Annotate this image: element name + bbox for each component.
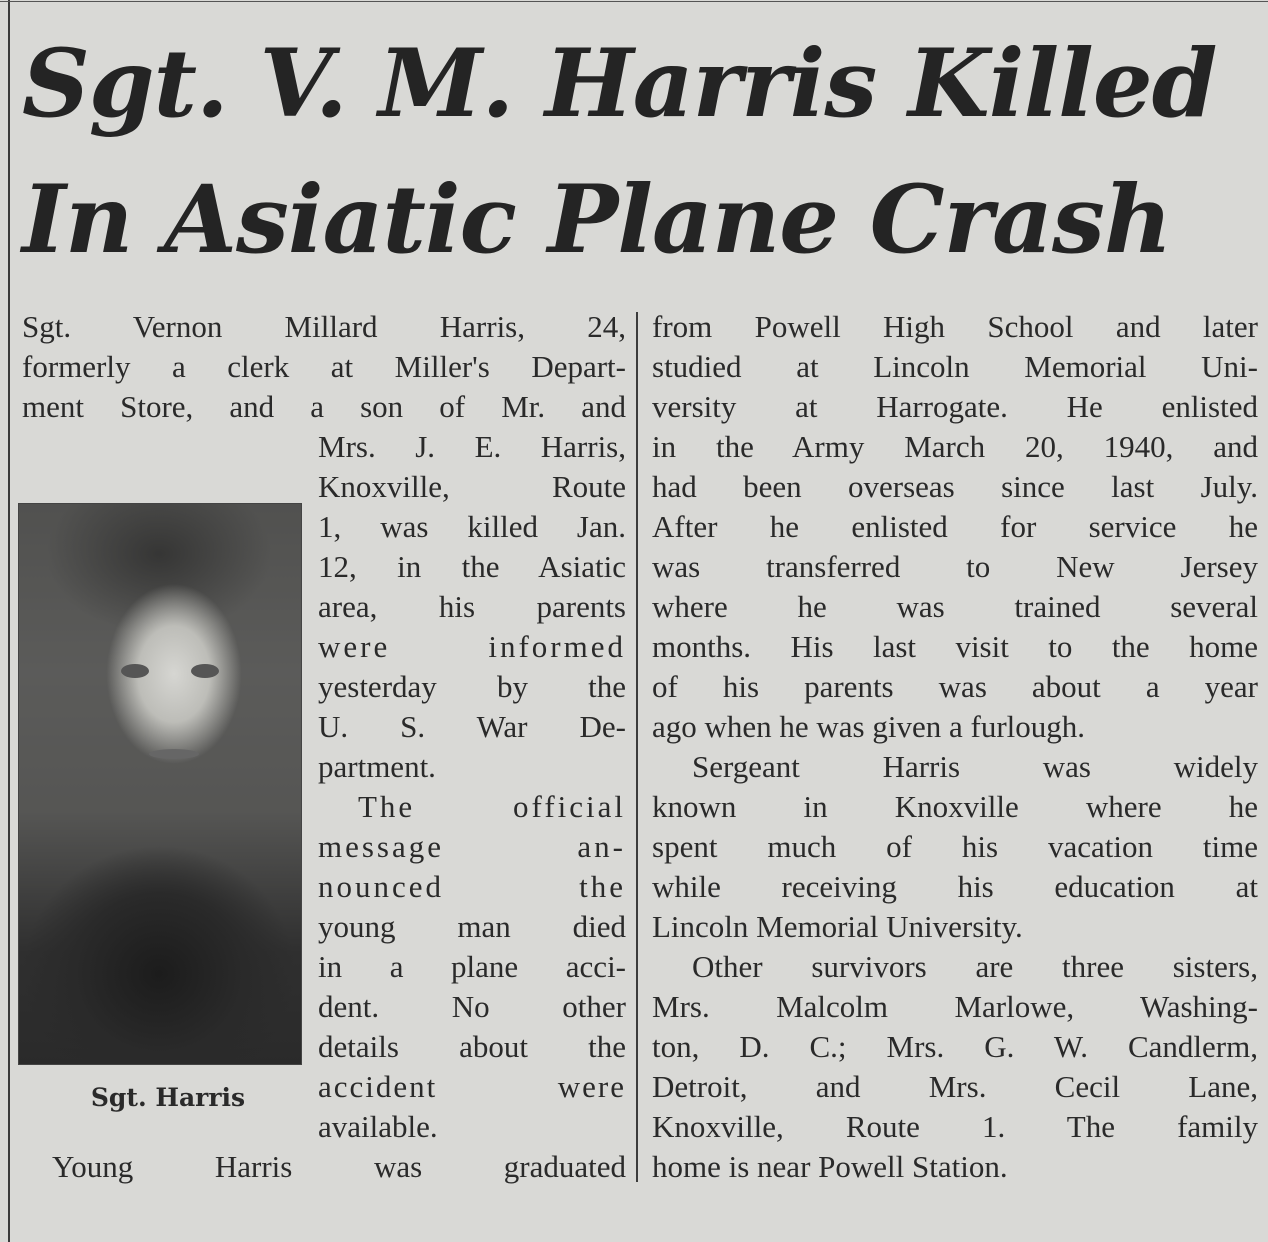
column-divider — [636, 312, 638, 1182]
text-line: where he was trained several — [652, 589, 1258, 624]
portrait-photo — [18, 503, 302, 1065]
photo-caption: Sgt. Harris — [90, 1083, 246, 1112]
column-2 — [652, 307, 1258, 1187]
text-line: 1, was killed Jan. — [318, 509, 626, 544]
text-line: formerly a clerk at Miller's Depart- — [22, 349, 626, 384]
text-line: Knoxville, Route 1. The family — [652, 1109, 1258, 1144]
text-line: young man died — [318, 909, 626, 944]
text-line: Other survivors are three sisters, — [692, 949, 1258, 984]
headline-line-1: Sgt. V. M. Harris Killed — [22, 29, 1217, 139]
text-line: 12, in the Asiatic — [318, 549, 626, 584]
text-line: of his parents was about a year — [652, 669, 1258, 704]
top-rule — [0, 1, 1268, 2]
text-line: area, his parents — [318, 589, 626, 624]
text-line: in the Army March 20, 1940, and — [652, 429, 1258, 464]
text-line: spent much of his vacation time — [652, 829, 1258, 864]
text-line: home is near Powell Station. — [652, 1149, 1008, 1184]
text-line: Sergeant Harris was widely — [692, 749, 1258, 784]
text-line: After he enlisted for service he — [652, 509, 1258, 544]
text-line: Sgt. Vernon Millard Harris, 24, — [22, 309, 626, 344]
text-line: in a plane acci- — [318, 949, 626, 984]
photo-mouth — [149, 749, 199, 759]
text-line: accident were — [318, 1069, 626, 1104]
text-line: ago when he was given a furlough. — [652, 709, 1086, 744]
text-line: details about the — [318, 1029, 626, 1064]
left-column-rule — [8, 0, 10, 1242]
text-line: ment Store, and a son of Mr. and — [22, 389, 626, 424]
headline — [22, 16, 1262, 288]
text-line: nounced the — [318, 869, 626, 904]
text-line: dent. No other — [318, 989, 626, 1024]
text-line: Knoxville, Route — [318, 469, 626, 504]
text-line: known in Knoxville where he — [652, 789, 1258, 824]
text-line: Young Harris was graduated — [52, 1149, 626, 1184]
text-line: was transferred to New Jersey — [652, 549, 1258, 584]
text-line: ton, D. C.; Mrs. G. W. Candlerm, — [652, 1029, 1258, 1064]
text-line: had been overseas since last July. — [652, 469, 1258, 504]
text-line: Lincoln Memorial University. — [652, 909, 1023, 944]
headline-line-2: In Asiatic Plane Crash — [22, 165, 1172, 275]
text-line: Mrs. J. E. Harris, — [318, 429, 626, 464]
column-1-wrap — [318, 427, 626, 1147]
text-line: message an- — [318, 829, 626, 864]
column-1-lead — [22, 307, 626, 427]
text-line: months. His last visit to the home — [652, 629, 1258, 664]
text-line: partment. — [318, 749, 436, 784]
text-line: Mrs. Malcolm Marlowe, Washing- — [652, 989, 1258, 1024]
text-line: The official — [358, 789, 626, 824]
text-line: versity at Harrogate. He enlisted — [652, 389, 1258, 424]
photo-eye-right — [191, 664, 219, 678]
text-line: Detroit, and Mrs. Cecil Lane, — [652, 1069, 1258, 1104]
text-line: from Powell High School and later — [652, 309, 1258, 344]
column-1-tail — [22, 1147, 626, 1187]
text-line: yesterday by the — [318, 669, 626, 704]
photo-eye-left — [121, 664, 149, 678]
text-line: available. — [318, 1109, 438, 1144]
text-line: studied at Lincoln Memorial Uni- — [652, 349, 1258, 384]
text-line: U. S. War De- — [318, 709, 626, 744]
text-line: while receiving his education at — [652, 869, 1258, 904]
text-line: were informed — [318, 629, 626, 664]
